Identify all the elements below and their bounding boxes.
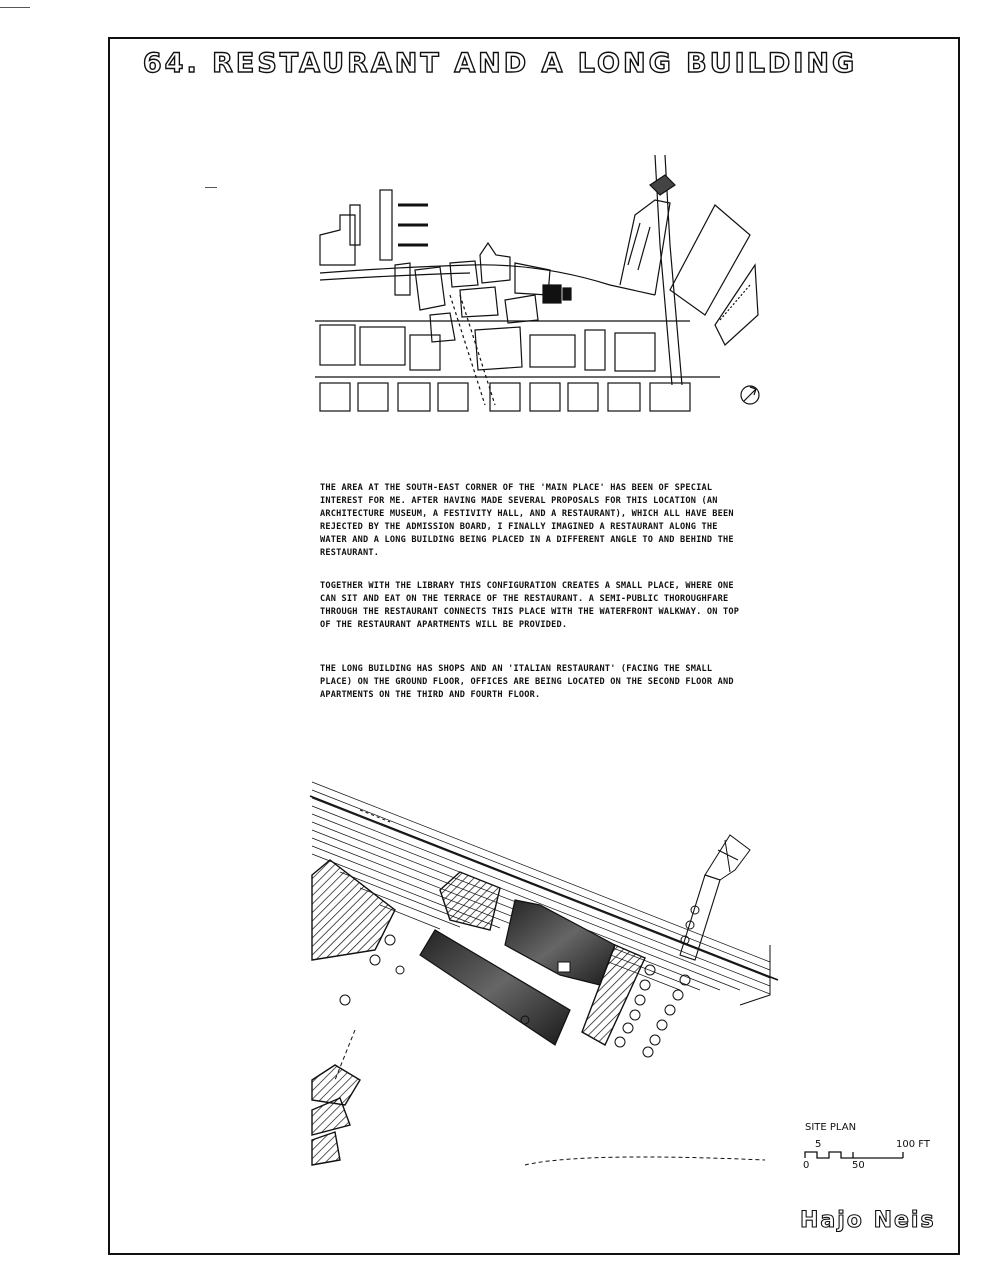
scale-label-0: 0	[803, 1160, 810, 1171]
scan-mark	[205, 187, 217, 188]
dashed-shoreline	[520, 1150, 770, 1170]
scale-label-50: 50	[852, 1160, 865, 1171]
paragraph-1: THE AREA AT THE SOUTH-EAST CORNER OF THE 'MAIN PLACE' HAS BEEN OF SPECIAL INTEREST FOR ME. AFTER HAVING MADE SEVERAL PROPOSALS FOR THIS LOCATION (AN ARCHITECTURE MUSEUM, A FESTIVITY HALL, AND A RESTAURANT), WHICH ALL HAVE BEEN REJECTED BY THE ADMISSION BOARD, I FINALLY IMAGINED A RESTAURANT ALONG THE WATER AND A LONG BUILDING BEING PLACED IN A DIFFERENT ANGLE TO AND BEHIND THE RESTAURANT.	[320, 483, 734, 558]
scale-label-100ft: 100 FT	[896, 1139, 930, 1150]
scale-label-5: 5	[815, 1139, 822, 1150]
scan-mark	[0, 7, 30, 8]
page-title: 64. RESTAURANT AND A LONG BUILDING	[142, 48, 858, 79]
site-plan-drawing	[300, 780, 780, 1170]
site-plan-label: SITE PLAN	[805, 1122, 857, 1133]
paragraph-3: THE LONG BUILDING HAS SHOPS AND AN 'ITALIAN RESTAURANT' (FACING THE SMALL PLACE) ON THE GROUND FLOOR, OFFICES ARE BEING LOCATED ON THE SECOND FLOOR AND APARTMENTS ON THE THIRD AND FOURTH FLOOR.	[320, 664, 734, 700]
author-signature: Hajo Neis	[800, 1208, 936, 1233]
paragraph-2: TOGETHER WITH THE LIBRARY THIS CONFIGURATION CREATES A SMALL PLACE, WHERE ONE CAN SIT AND EAT ON THE TERRACE OF THE RESTAURANT. A SEMI-PUBLIC THOROUGHFARE THROUGH THE RESTAURANT CONNECTS THIS PLACE WITH THE WATERFRONT WALKWAY. ON TOP OF THE RESTAURANT APARTMENTS WILL BE PROVIDED.	[320, 581, 740, 630]
urban-context-map	[310, 145, 770, 415]
